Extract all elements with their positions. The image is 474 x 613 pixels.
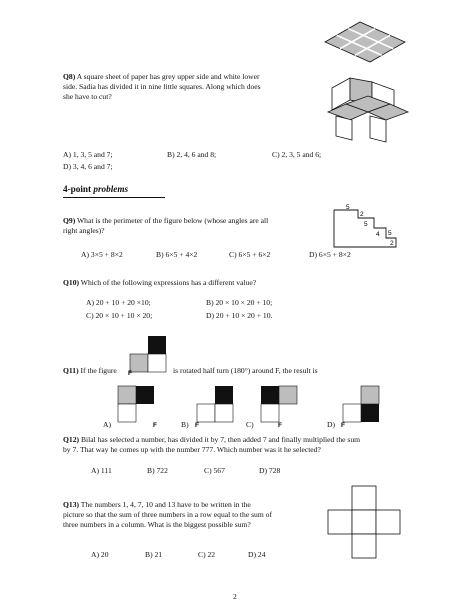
q8-folded-figure [322,68,414,146]
q8-text-line-1: A square sheet of paper has grey upper side and white lower [76,72,260,81]
q11-text-after: is rotated half turn (180°) around F, the result is [173,366,318,375]
q9-option-a[interactable]: A) 3×5 + 8×2 [81,250,123,259]
q12-label: Q12) [63,435,80,444]
q12-option-b[interactable]: B) 722 [147,466,168,475]
q12-text-line-2: by 7. That way he comes up with the number 777. Which number was it he selected? [63,445,321,455]
q9-text-line-2: right angles)? [63,226,105,236]
q8-text-line-3: she have to cut? [63,92,112,102]
q9-label-step1: 2 [360,211,364,218]
q13-cell-center [352,510,376,534]
q11-text-before: If the figure [80,366,117,375]
section-heading-bold: 4-point [63,184,92,194]
q9-label-step4: 5 [388,230,392,237]
q9-text-line-1: What is the perimeter of the figure below (whose angles are all [77,216,269,225]
q11-option-c-label[interactable]: C) [246,420,254,429]
q10-option-d[interactable]: D) 20 + 10 × 20 + 10. [206,311,273,320]
q11-question-start [63,366,117,375]
q8-text-line-2: side. Sadia has divided it in nine little squares. Along which does [63,82,261,92]
q11-option-a-label[interactable]: A) [103,420,112,429]
q10-label: Q10) [63,278,80,287]
q13-text-line-2: picture so that the sum of three numbers in a row equal to the sum of [63,510,272,520]
q12-option-a[interactable]: A) 111 [91,466,112,475]
q10-option-c[interactable]: C) 20 × 10 + 10 × 20; [86,311,153,320]
q9-option-c[interactable]: C) 6×5 + 6×2 [229,250,271,259]
q11-option-d-figure[interactable] [341,384,385,428]
q8-option-d[interactable]: D) 3, 4, 6 and 7; [63,162,113,171]
q11-pivot-label: F [128,370,132,376]
q13-option-d[interactable]: D) 24 [248,550,266,559]
q13-cross-grid [326,484,404,562]
q13-option-c[interactable]: C) 22 [198,550,216,559]
section-heading [63,184,128,194]
q9-label-step5: 2 [390,240,394,247]
q12-option-c[interactable]: C) 567 [204,466,225,475]
q8-option-c[interactable]: C) 2, 3, 5 and 6; [272,150,322,159]
q10-text: Which of the following expressions has a different value? [80,278,257,287]
q11-option-a-figure[interactable] [116,384,160,428]
q9-label-step3: 4 [376,231,380,238]
q11-option-c-figure[interactable] [259,384,303,428]
q13-cell-left [328,510,352,534]
q11-option-c-pivot: F [278,422,282,428]
q11-option-d-label[interactable]: D) [327,420,336,429]
q12-text-line-1: Bilal has selected a number, has divided it by 7, then added 7 and finally multiplied the sum [80,435,361,444]
section-heading-italic: problems [91,184,129,194]
q10-question [63,278,256,287]
q9-option-b[interactable]: B) 6×5 + 4×2 [156,250,198,259]
q9-label-step2: 5 [364,221,368,228]
page-number: 2 [233,592,237,601]
q12-option-d[interactable]: D) 728 [259,466,281,475]
q8-label: Q8) [63,72,76,81]
q9-staircase-figure [330,202,402,250]
q13-question [63,500,318,531]
q8-question [63,72,313,103]
q13-text-line-1: The numbers 1, 4, 7, 10 and 13 have to be written in the [80,500,251,509]
q9-label: Q9) [63,216,76,225]
q13-option-b[interactable]: B) 21 [145,550,163,559]
q13-option-a[interactable]: A) 20 [91,550,109,559]
q9-label-top: 5 [346,204,350,211]
q13-text-line-3: three numbers in a column. What is the biggest possible sum? [63,520,251,530]
q13-cell-bottom [352,534,376,558]
q13-cell-right [376,510,400,534]
q13-label: Q13) [63,500,80,509]
q11-option-b-label[interactable]: B) [181,420,189,429]
q12-question [63,435,423,455]
q8-grid-figure [305,20,415,64]
q9-option-d[interactable]: D) 6×5 + 8×2 [309,250,351,259]
q10-option-a[interactable]: A) 20 + 10 + 20 ×10; [86,298,151,307]
q11-option-b-pivot: F [195,422,199,428]
q9-question [63,216,313,236]
q11-label: Q11) [63,366,79,375]
q10-option-b[interactable]: B) 20 × 10 × 20 + 10; [206,298,273,307]
q11-option-d-pivot: F [341,422,345,428]
q11-option-b-figure[interactable] [195,384,239,428]
q8-option-a[interactable]: A) 1, 3, 5 and 7; [63,150,113,159]
q8-option-b[interactable]: B) 2, 4, 6 and 8; [167,150,217,159]
section-underline [63,197,165,198]
q11-source-figure [128,334,172,376]
q11-option-a-pivot: F [153,422,157,428]
q13-cell-top [352,486,376,510]
